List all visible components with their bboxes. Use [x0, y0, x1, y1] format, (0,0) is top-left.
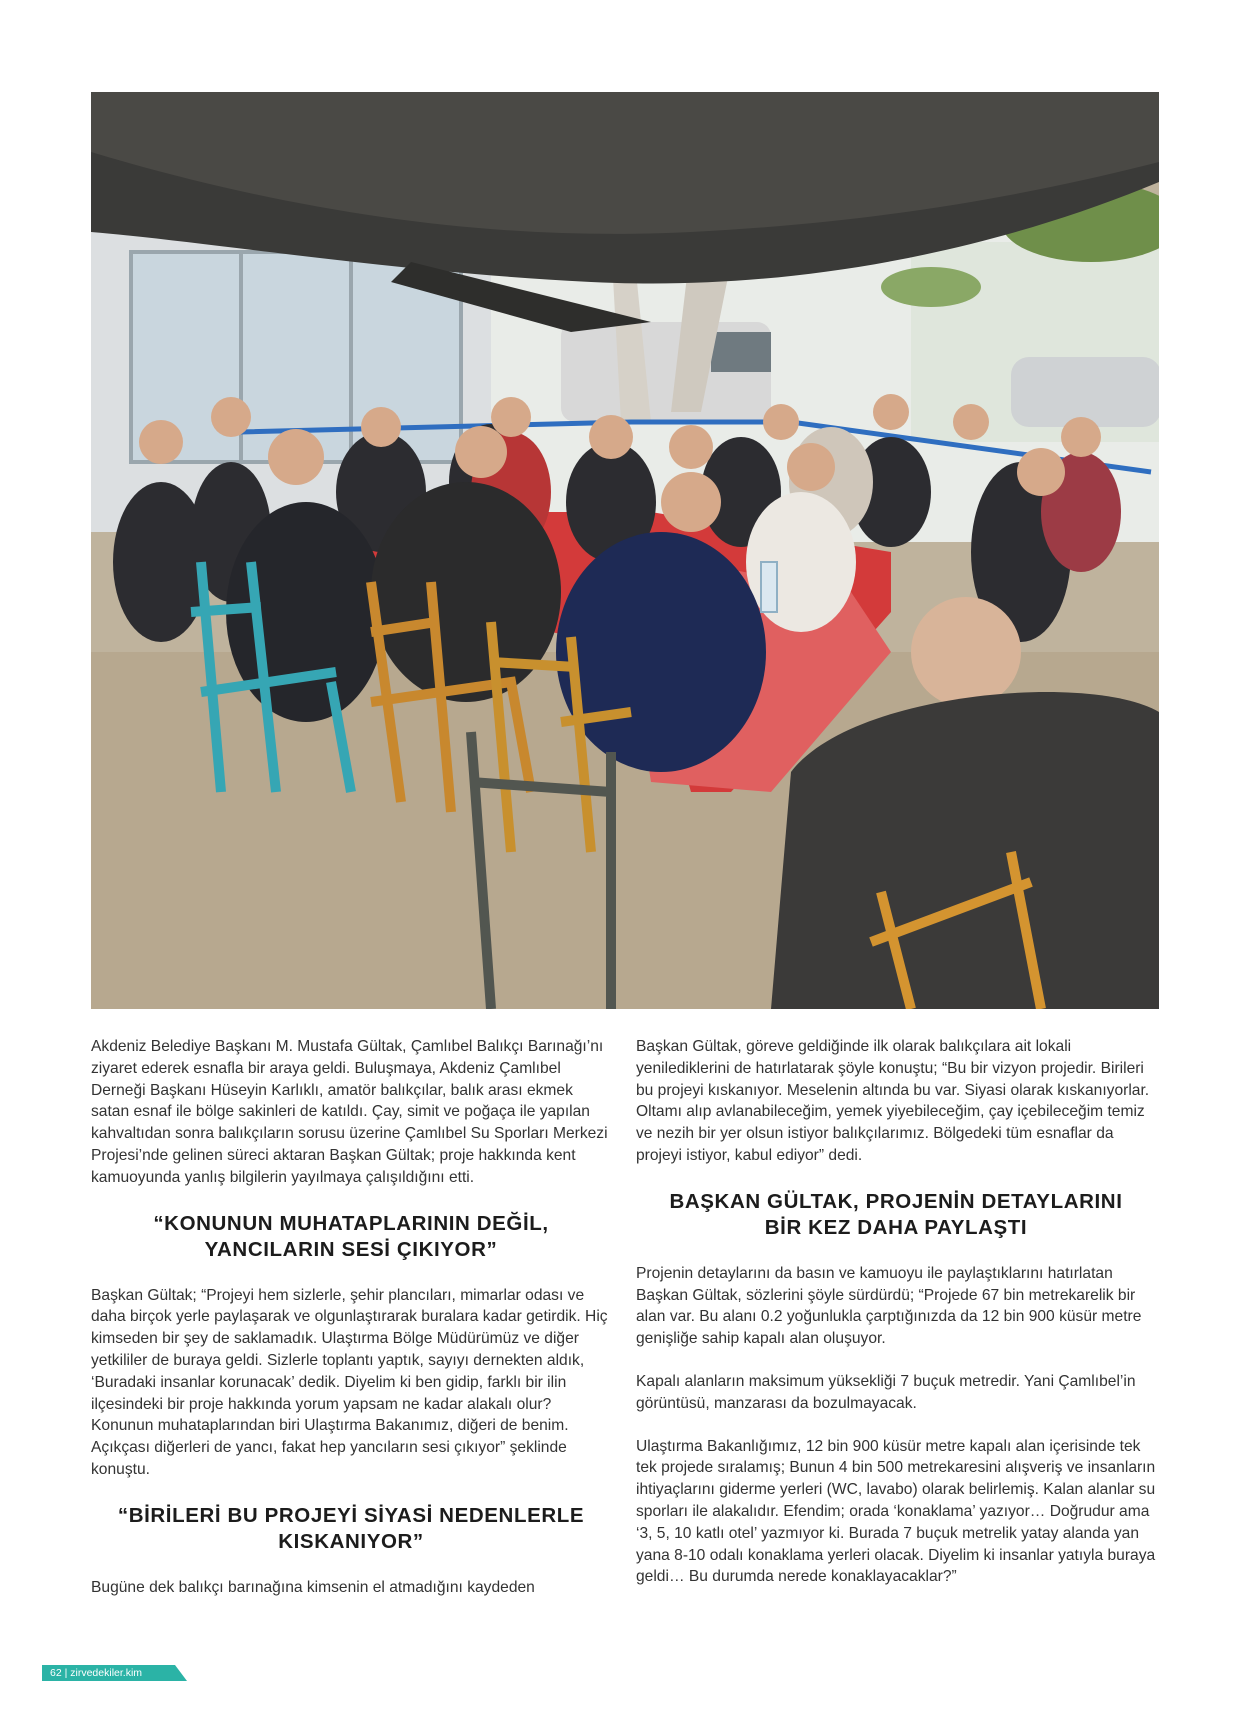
section-heading-2-line-2: KISKANIYOR” [278, 1529, 424, 1553]
intro-paragraph: Akdeniz Belediye Başkanı M. Mustafa Gültak, Çamlıbel Balıkçı Barınağı’nı ziyaret ederek esnafla bir araya geldi. Buluşmaya, Akdeniz Çamlıbel Derneği Başkanı Hüseyin Karlıklı, amatör balıkçılar, balık arası ekmek satan esnaf ile bölge sakinleri de katıldı. Çay, simit ve poğaça ile yapılan kahvaltıdan sonra balıkçıların sorusu üzerine Çamlıbel Su Sporları Merkezi Projesi’nde gelinen süreci aktaran Başkan Gültak; proje hakkında kent kamuoyunda yanlış bilgilerin yayılmaya çalışıldığını etti. [91, 1038, 608, 1186]
article-column-left [91, 1036, 611, 1599]
paragraph-2: Başkan Gültak; “Projeyi hem sizlerle, şehir plancıları, mimarlar odası ve daha birçok yerle paylaşarak ve olgunlaştırarak buralara kadar getirdik. Hiç kimseden bir şey de saklamadık. Ulaştırma Bölge Müdürümüz ve diğer yetkililer de buraya geldi. Sizlerle toplantı yaptık, sayıyı dernekten aldık, ‘Buradaki insanlar korunacak’ dedik. Diyelim ki ben gidip, farklı bir ilin ilçesindeki bir proje hakkında yorum yapsam ne kadar alakalı olur? Konunun muhataplarından biri Ulaştırma Bakanımız, diğeri de benim. Açıkçası diğerleri de yancı, fakat hep yancıların sesi çıkıyor” şeklinde konuştu. [91, 1286, 608, 1478]
paragraph-5: Projenin detaylarını da basın ve kamuoyu ile paylaştıklarını hatırlatan Başkan Gültak, sözlerini şöyle sürdürdü; “Projede 67 bin metrekarelik bir alan var. Bu alanı 0.2 yoğunlukla çarptığınızda da 12 bin 900 küsür metre genişliğe sahip kapalı alan oluşuyor. [636, 1264, 1142, 1348]
section-heading-2-line-1: “BİRİLERİ BU PROJEYİ SİYASİ NEDENLERLE [117, 1503, 585, 1527]
section-heading-3 [636, 1189, 1156, 1241]
section-heading-1 [91, 1211, 611, 1263]
article-photo [91, 92, 1159, 1009]
paragraph-6: Kapalı alanların maksimum yüksekliği 7 buçuk metredir. Yani Çamlıbel’in görüntüsü, manzarası da bozulmayacak. [636, 1372, 1136, 1412]
paragraph-7: Ulaştırma Bakanlığımız, 12 bin 900 küsür metre kapalı alan içerisinde tek tek projede sıralamış; Bunun 4 bin 500 metrekaresini alışveriş ve insanların ihtiyaçlarını giderme yerleri (WC, lavabo) olarak belirlemiş. Kalan alanlar su sporları ile alakalıdır. Efendim; orada ‘konaklama’ yazıyor… Doğrudur ama ‘3, 5, 10 katlı otel’ yazmıyor ki. Burada 7 buçuk metrelik yatay alanda yan yana 8-10 odalı konaklama yerleri olacak. Diyelim ki insanlar yatıyla buraya geldi… Bu durumda nerede konaklayacaklar?” [636, 1437, 1156, 1586]
paragraph-3: Bugüne dek balıkçı barınağına kimsenin el atmadığını kaydeden [91, 1578, 535, 1596]
meeting-photo-illustration [91, 92, 1159, 1009]
section-heading-1-line-1: “KONUNUN MUHATAPLARININ DEĞİL, [153, 1211, 549, 1235]
page-footer [42, 1665, 187, 1681]
section-heading-2 [91, 1503, 611, 1555]
footer-site-link[interactable]: zirvedekiler.kim [70, 1667, 143, 1679]
paragraph-4: Başkan Gültak, göreve geldiğinde ilk olarak balıkçılara ait lokali yenilediklerini de hatırlatarak şöyle konuştu; “Bu bir vizyon projedir. Birileri bu projeyi kıskanıyor. Meselenin altında bu var. Siyasi olarak kıskanıyorlar. Oltamı alıp avlanabileceğim, yemek yiyebileceğim, çay içebileceğim temiz ve nezih bir yer olsun istiyor balıkçılarımız. Bölgedeki tüm esnaflar da projeyi istiyor, kabul ediyor” dedi. [636, 1038, 1150, 1164]
article-column-right [636, 1036, 1156, 1588]
page-number: 62 [50, 1667, 62, 1679]
section-heading-3-line-2: BİR KEZ DAHA PAYLAŞTI [764, 1215, 1028, 1239]
footer-text [50, 1666, 142, 1680]
footer-separator: | [64, 1667, 68, 1679]
section-heading-1-line-2: YANCILARIN SESİ ÇIKIYOR” [204, 1237, 498, 1261]
section-heading-3-line-1: BAŞKAN GÜLTAK, PROJENİN DETAYLARINI [669, 1189, 1123, 1213]
